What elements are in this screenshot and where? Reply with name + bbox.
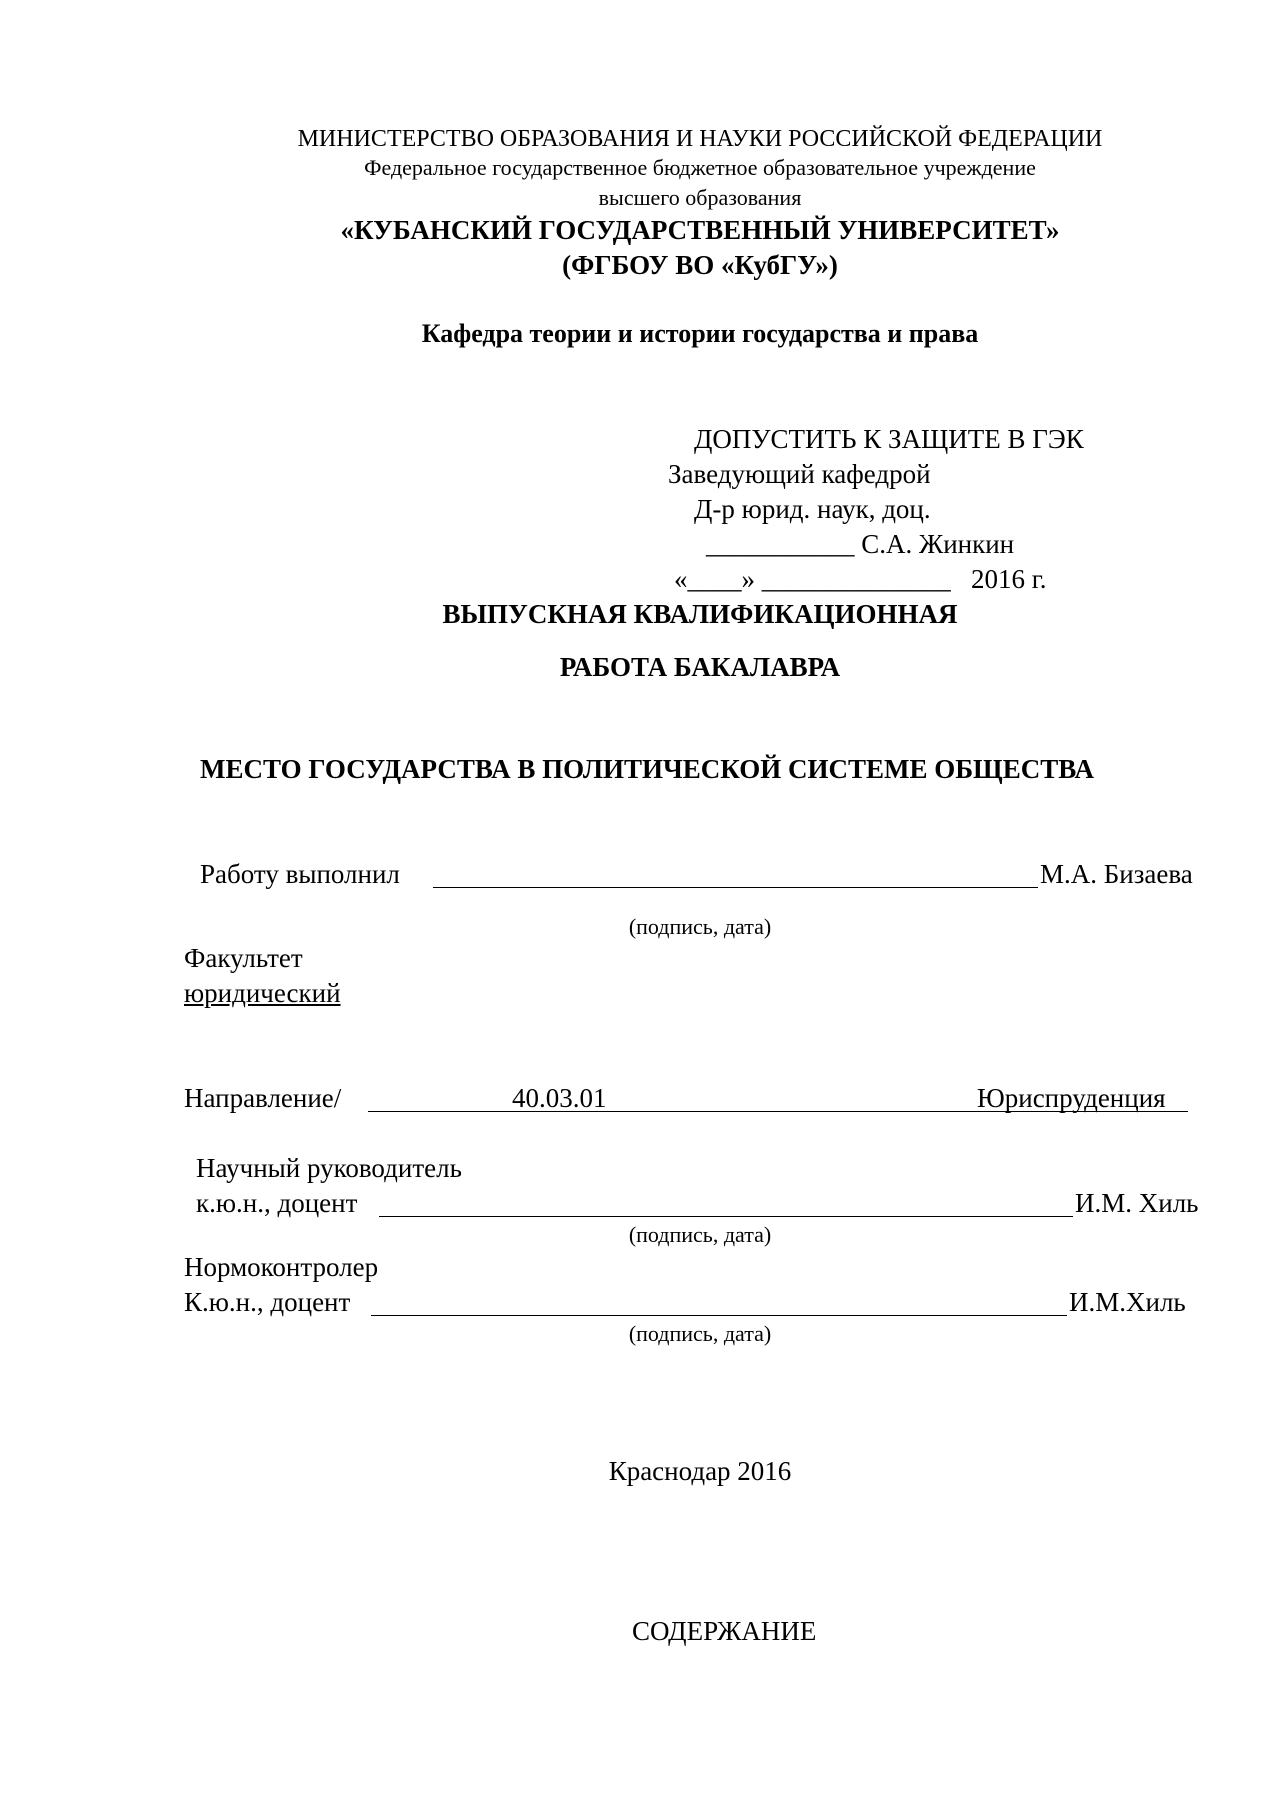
university-name: «КУБАНСКИЙ ГОСУДАРСТВЕННЫЙ УНИВЕРСИТЕТ» [340,215,1060,245]
work-type-line2: РАБОТА БАКАЛАВРА [559,652,841,682]
author-signature-hint: (подпись, дата) [628,914,772,939]
direction-code: 40.03.01 [512,1083,607,1113]
approval-date-line: «____» ______________ 2016 г. [674,564,1047,594]
normcontrol-position: К.ю.н., доцент [184,1287,351,1317]
city-year: Краснодар 2016 [608,1456,792,1486]
institution-type-line: Федеральное государственное бюджетное образовательное учреждение [364,155,1036,180]
faculty-value: юридический [184,978,341,1008]
normcontrol-signature-hint: (подпись, дата) [628,1321,772,1346]
faculty-label: Факультет [184,943,303,973]
normcontrol-signature-rule [371,1315,1067,1316]
direction-name: Юриспруденция [977,1083,1166,1113]
head-signature-line: ___________ С.А. Жинкин [706,529,1015,559]
work-type-line1: ВЫПУСКНАЯ КВАЛИФИКАЦИОННАЯ [442,599,958,629]
university-abbreviation: (ФГБОУ ВО «КубГУ») [562,250,838,280]
ministry-line: МИНИСТЕРСТВО ОБРАЗОВАНИЯ И НАУКИ РОССИЙСКОЙ ФЕДЕРАЦИИ [297,126,1103,152]
direction-label: Направление/ [184,1083,349,1113]
supervisor-position: к.ю.н., доцент [196,1188,358,1218]
supervisor-signature-rule [379,1216,1073,1217]
head-of-department-title: Заведующий кафедрой [668,459,931,489]
normcontrol-label: Нормоконтролер [184,1252,379,1282]
supervisor-name: И.М. Хиль [1075,1188,1199,1218]
head-degree: Д-р юрид. наук, доц. [694,494,931,524]
education-level-line: высшего образования [598,185,802,210]
department-name: Кафедра теории и истории государства и права [421,319,979,348]
contents-heading: СОДЕРЖАНИЕ [632,1616,817,1646]
supervisor-label: Научный руководитель [196,1153,462,1183]
normcontrol-name: И.М.Хиль [1069,1287,1186,1317]
supervisor-signature-hint: (подпись, дата) [628,1222,772,1247]
author-name: М.А. Бизаева [1040,859,1193,889]
admit-to-defense: ДОПУСТИТЬ К ЗАЩИТЕ В ГЭК [694,424,1084,454]
thesis-title: МЕСТО ГОСУДАРСТВА В ПОЛИТИЧЕСКОЙ СИСТЕМЕ ОБЩЕСТВА [200,754,1095,784]
author-signature-rule [433,887,1038,888]
author-label: Работу выполнил [200,859,407,889]
